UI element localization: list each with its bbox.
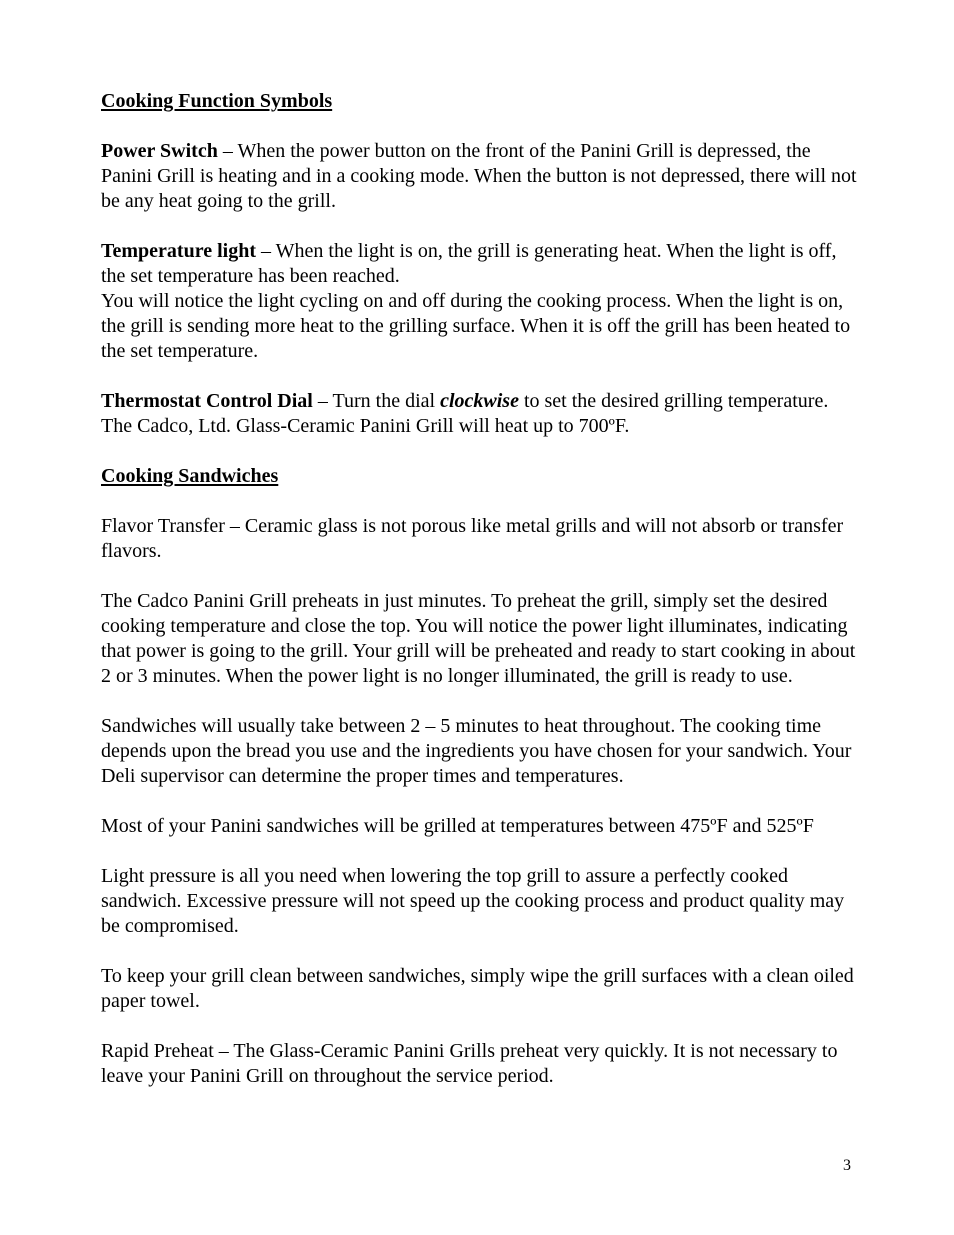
body-paragraph-cooking-time: Sandwiches will usually take between 2 – 5 minutes to heat throughout. The cooking time depends upon the bread you use and the ingredients you have chosen for your sandwich. Your Deli supervisor can determine the proper times and temperatures. [101,715,852,787]
temperature-light-text: – When the light is on, the grill is generating heat. When the light is off, the set temperature has been reached. [101,240,837,287]
body-paragraph-cleaning: To keep your grill clean between sandwiches, simply wipe the grill surfaces with a clean oiled paper towel. [101,965,854,1012]
body-paragraph-flavor-transfer: Flavor Transfer – Ceramic glass is not porous like metal grills and will not absorb or transfer flavors. [101,515,844,562]
page-number: 3 [843,1157,851,1174]
body-paragraph-temperatures: Most of your Panini sandwiches will be grilled at temperatures between 475ºF and 525ºF [101,815,814,837]
section-heading-cooking-function-symbols: Cooking Function Symbols [101,90,333,112]
temperature-light-cycle-paragraph: You will notice the light cycling on and off during the cooking process. When the light is on, the grill is sending more heat to the grilling surface. When it is off the grill has been heated to the set temperature. [101,290,851,362]
temperature-light-term: Temperature light [101,240,256,262]
document-page [101,89,861,1089]
power-switch-term: Power Switch [101,140,218,162]
power-switch-paragraph [101,139,861,214]
thermostat-paragraph [101,389,861,439]
power-switch-text: – When the power button on the front of the Panini Grill is depressed, the Panini Grill is heating and in a cooking mode. When the button is not depressed, there will not be any heat going to the grill. [101,140,857,212]
thermostat-text-after: to set the desired grilling temperature. The Cadco, Ltd. Glass-Ceramic Panini Grill will heat up to 700ºF. [101,390,829,437]
thermostat-emphasis: clockwise [440,390,519,412]
section-heading-cooking-sandwiches: Cooking Sandwiches [101,465,279,487]
thermostat-term: Thermostat Control Dial [101,390,313,412]
body-paragraph-preheat: The Cadco Panini Grill preheats in just minutes. To preheat the grill, simply set the desired cooking temperature and close the top. You will notice the power light illuminates, indicating that power is going to the grill. Your grill will be preheated and ready to start cooking in about 2 or 3 minutes. When the power light is no longer illuminated, the grill is ready to use. [101,590,856,687]
body-paragraph-light-pressure: Light pressure is all you need when lowering the top grill to assure a perfectly cooked sandwich. Excessive pressure will not speed up the cooking process and product quality may be compromised. [101,865,845,937]
body-paragraph-rapid-preheat: Rapid Preheat – The Glass-Ceramic Panini Grills preheat very quickly. It is not necessary to leave your Panini Grill on throughout the service period. [101,1040,838,1087]
thermostat-text-before: – Turn the dial [312,390,441,412]
temperature-light-paragraph [101,239,861,289]
